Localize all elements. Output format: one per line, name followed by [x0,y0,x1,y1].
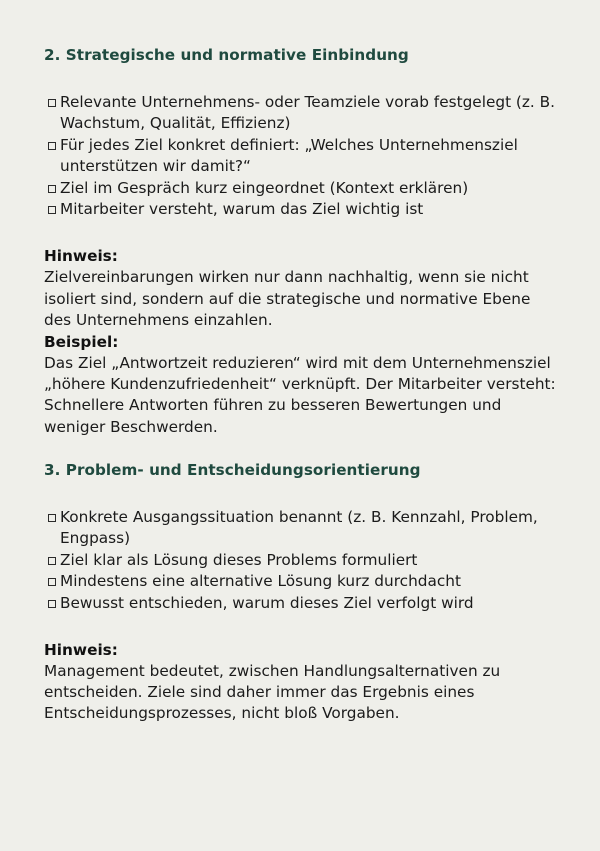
section-strategic-normative [44,45,556,438]
note-block [44,640,556,725]
checkbox-icon [48,142,56,150]
note-heading: Hinweis: [44,247,118,266]
example-heading: Beispiel: [44,333,119,351]
note-text: Management bedeutet, zwischen Handlungsalternativen zu entscheiden. Ziele sind daher immer das Ergebnis eines Entscheidungsprozesses, nicht bloß Vorgaben. [44,662,501,723]
note-text: Zielvereinbarungen wirken nur dann nachhaltig, wenn sie nicht isoliert sind, sondern auf die strategische und normative Ebene des Unternehmens einzahlen. [44,268,531,329]
checklist-item-text: Konkrete Ausgangssituation benannt (z. B. Kennzahl, Problem, Engpass) [60,507,538,548]
checklist-item [44,550,556,571]
checkbox-icon [48,557,56,565]
section-title: 2. Strategische und normative Einbindung [44,46,409,64]
section-problem-decision [44,460,556,725]
checkbox-icon [48,206,56,214]
checklist-item [44,92,556,134]
checklist-item [44,571,556,592]
checklist-item [44,593,556,614]
checkbox-icon [48,600,56,608]
checkbox-icon [48,99,56,107]
checklist-item [44,135,556,177]
checklist-item [44,507,556,549]
checklist-item-text: Ziel im Gespräch kurz eingeordnet (Kontext erklären) [60,178,469,197]
checklist-item [44,178,556,199]
note-block [44,246,556,437]
checklist-item-text: Für jedes Ziel konkret definiert: „Welches Unternehmensziel unterstützen wir damit?“ [60,135,518,175]
checklist-item [44,199,556,220]
checklist-item-text: Bewusst entschieden, warum dieses Ziel verfolgt wird [60,593,474,612]
checklist-item-text: Ziel klar als Lösung dieses Problems formuliert [60,550,418,569]
checklist-item-text: Mitarbeiter versteht, warum das Ziel wichtig ist [60,200,424,219]
section-title: 3. Problem- und Entscheidungsorientierung [44,460,421,479]
checklist-item-text: Mindestens eine alternative Lösung kurz durchdacht [60,572,461,591]
example-text: Das Ziel „Antwortzeit reduzieren“ wird mit dem Unternehmensziel „höhere Kundenzufriedenheit“ verknüpft. Der Mitarbeiter versteht: Schnellere Antworten führen zu besseren Bewertungen und weniger Beschwerden. [44,354,556,436]
checklist-item-text: Relevante Unternehmens- oder Teamziele vorab festgelegt (z. B. Wachstum, Qualität, Effizienz) [60,93,556,133]
checkbox-icon [48,185,56,193]
checklist [44,507,556,614]
checkbox-icon [48,514,56,522]
note-heading: Hinweis: [44,641,118,659]
checkbox-icon [48,578,56,586]
checklist [44,92,556,220]
